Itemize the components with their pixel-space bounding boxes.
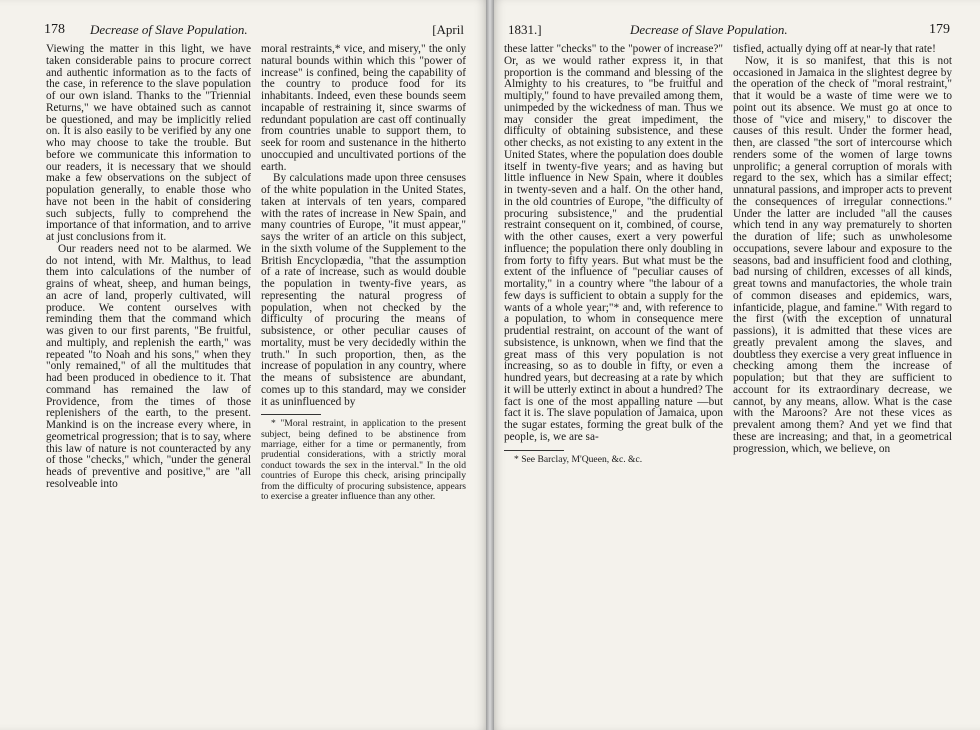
footnote: * "Moral restraint, in application to the present subject, being defined to be abstinence from marriage, either for a time or permanently, from prudential considerations, with a strictly moral conduct towards the sex in the interval." In the old countries of Europe this check, arising principally from the difficulty of procuring subsistence, appears to exercise a greater influence than any other. bbox=[261, 418, 466, 503]
column-1 bbox=[46, 44, 251, 724]
page-number: 178 bbox=[44, 22, 65, 37]
header-date: 1831.] bbox=[508, 22, 542, 37]
paragraph: By calculations made upon three censuses of the white population in the United States, taken at intervals of ten years, compared with the rates of increase in New Spain, and many countries of Europe, "it must appear," says the writer of an article on this subject, in the sixth volume of the Supplement to the British Encyclopædia, "that the assumption of a rate of increase, such as would double the population in twenty-five years, as representing the natural progress of population, when not checked by the difficulty of procuring the means of subsistence, or other peculiar causes of mortality, must be very decidedly within the truth." In such proportion, then, as the increase of population in any country, where the means of subsistence are abundant, comes up to this standard, may we consider it as uninfluenced by bbox=[261, 172, 466, 408]
text-columns bbox=[46, 44, 466, 724]
paragraph: Our readers need not to be alarmed. We do not intend, with Mr. Malthus, to lead them into calculations of the number of grains of wheat, sheep, and human beings, an acre of land, properly cultivated, will produce. We content ourselves with reminding them that the command which was given to our first parents, "Be fruitful, and multiply, and replenish the earth," was repeated "to Noah and his sons," when they "only remained," of all the multitudes that had been produced in obedience to it. That command has remained the law of Providence, from the times of those replenishers of the earth, to the present. Mankind is on the increase every where, in geometrical progression; that is to say, where this law of nature is not counteracted by any of those "checks," which, "under the general heads of preventive and positive," are "all resolveable into bbox=[46, 242, 251, 490]
right-page-header bbox=[508, 22, 950, 40]
header-date: [April bbox=[432, 22, 464, 37]
column-2 bbox=[261, 44, 466, 724]
paragraph: these latter "checks" to the "power of increase?" Or, as we would rather express it, in that proportion is the command and blessing of the Almighty to his creatures, to "be fruitful and multiply," found to have prevailed among them, unimpeded by the wickedness of man. Thus we may consider the great impediment, the difficulty of obtaining subsistence, and these other checks, as not existing to any extent in the United States, where the population does double itself in twenty-five years; and as having but little influence in New Spain, where it doubles in twenty-seven and a half. On the other hand, in the old countries of Europe, "the difficulty of procuring subsistence," and the prudential restraint consequent on it, combined, of course, with the other causes, exert a very powerful influence; the population there only doubling in from forty to fifty years. But what must be the extent of the influence of "peculiar causes of mortality," in a country where "the labour of a few days is sufficient to obtain a supply for the wants of a whole year;"* and, with reference to a population, to whom in consequence mere prudential restraint, on account of the want of subsistence, is unknown, when we find that the great mass of this very population is not increasing, so as to double in fifty, or even a hundred years, but decreasing at a rate by which it will be utterly extinct in about a hundred? The fact is one of the most appalling nature —but fact it is. The slave population of Jamaica, upon the sugar estates, forming the great bulk of the people, is, we are sa- bbox=[504, 44, 723, 443]
footnote: * See Barclay, M'Queen, &c. &c. bbox=[514, 453, 643, 465]
paragraph: moral restraints,* vice, and misery," the only natural bounds within which this "power of increase" is confined, being the capability of the country to produce food for its inhabitants. Indeed, even these bounds seem incapable of restraining it, since swarms of redundant population are cast off continually from countries unable to support them, to seek for room and sustenance in the hitherto unoccupied and uncultivated portions of the earth. bbox=[261, 44, 466, 173]
paragraph: Now, it is so manifest, that this is not occasioned in Jamaica in the slightest degree by the operation of the check of "moral restraint," that it would be a waste of time were we to point out its absence. We must go at once to those of "vice and misery," to discover the causes of this result. Under the former head, then, are classed "the sort of intercourse which renders some of the women of large towns unprolific; a general corruption of morals with regard to the sex, which has a similar effect; unnatural passions, and improper acts to prevent the consequences of irregular connections." Under the latter are included "all the causes which tend in any way prematurely to shorten the duration of life; such as unwholesome occupations, severe labour and exposure to the seasons, bad and insufficient food and clothing, bad nursing of children, excesses of all kinds, great towns and manufactories, the whole train of common diseases and epidemics, wars, infanticide, plague, and famine." With regard to the first (with the exception of unnatural passions), it is admitted that these vices are greatly prevalent among the slaves, and doubtless they exercise a very great influence in checking among them the increase of population; but that they are sufficient to account for its extraordinary decrease, we cannot, by any means, allow. What is the case with the Maroons? Are not these vices as prevalent among them? And yet we find that these are increasing; and that, in a geometrical progression, which, we believe, on bbox=[733, 54, 952, 455]
right-page bbox=[490, 0, 980, 730]
paragraph: tisfied, actually dying off at near-ly that rate! bbox=[733, 44, 936, 55]
column-2 bbox=[733, 44, 952, 724]
left-page-header bbox=[44, 22, 464, 40]
paragraph: Viewing the matter in this light, we have taken considerable pains to procure correct and authentic information as to the facts of the case, in reference to the slave population of our own island. Thanks to the "Triennial Returns," we have obtained such as cannot be questioned, and may be implicitly relied on. It is also easily to be verified by any one who may choose to take the trouble. But before we communicate this information to our readers, it is necessary that we should make a few observations on the subject of population generally, to enable those who have not been in the habit of considering such subjects, fully to comprehend the importance of that information, and to arrive at just conclusions from it. bbox=[46, 44, 251, 243]
footnote-rule bbox=[504, 450, 564, 451]
running-title: Decrease of Slave Population. bbox=[630, 22, 788, 37]
running-title: Decrease of Slave Population. bbox=[90, 22, 248, 37]
column-1 bbox=[504, 44, 723, 724]
footnote-rule bbox=[261, 414, 321, 415]
text-columns bbox=[504, 44, 952, 724]
page-number: 179 bbox=[929, 22, 950, 37]
book-gutter bbox=[486, 0, 494, 730]
